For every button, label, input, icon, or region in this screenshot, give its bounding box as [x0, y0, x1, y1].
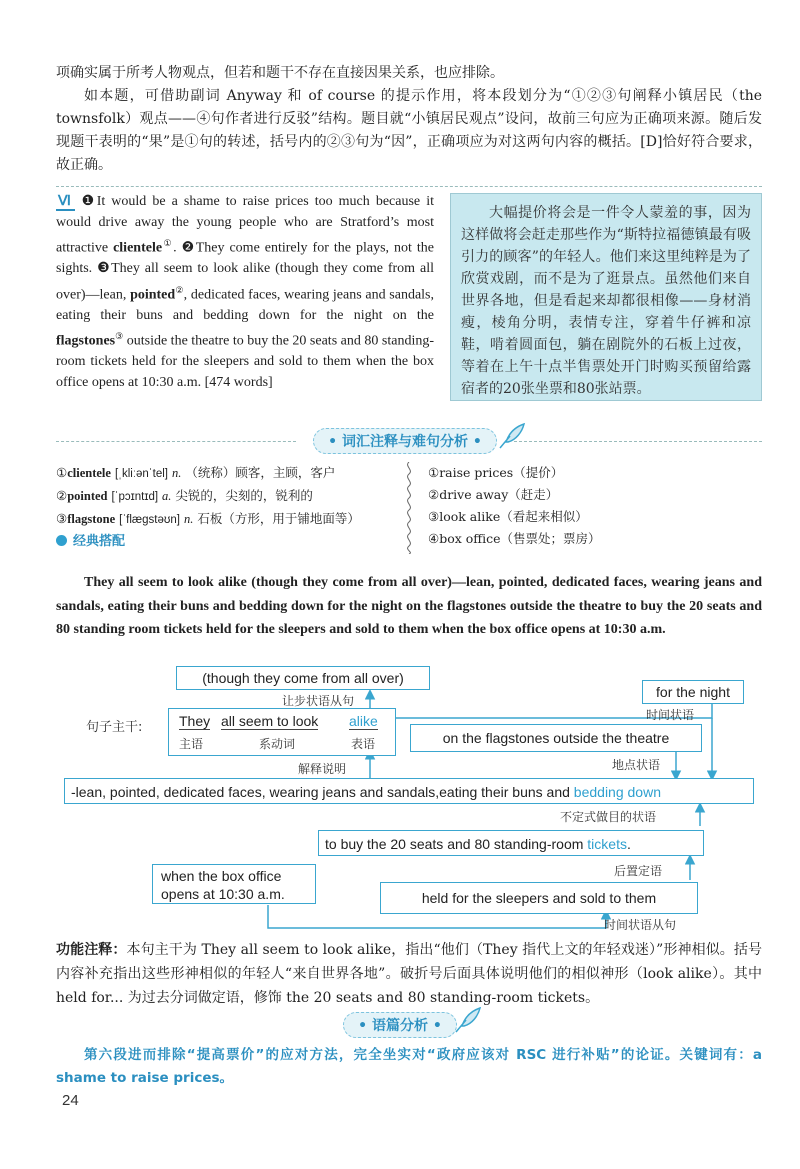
heading-pill: • 词汇注释与难句分析 •: [313, 428, 497, 454]
footnote-mark: ②: [175, 284, 184, 295]
box-to-buy: [318, 830, 704, 856]
label-concession: 让步状语从句: [282, 694, 355, 708]
intro-paragraph: 如本题，可借助副词 Anyway 和 of course 的提示作用，将本段划分为“①②③句阐释小镇居民（the townsfolk）观点——④句作者进行反驳”结构。题目就“小镇居民观点”设问，故前三句应为正确项来源。随后发现题干表明的“果”是①句的转述，括号内的②③句为“因”，正确项应为对这两句内容的概括。[D]恰好符合要求，故正确。: [56, 88, 762, 173]
passage-paragraph: Ⅵ ❶It would be a shame to raise prices too much because it would drive away the young people who are Stratford’s most attractive clientele①. ❷They come entirely for the plays, not the sights. ❸They all seem to look alike (though they come from all over)—lean, pointed②, dedicated faces, wearing jeans and sandals, eating their buns and bedding down for the night on the flagstones③ outside the theatre to buy the 20 seats and 80 standing-room tickets held for the sleepers and sold to them when the box office opens at 10:30 a.m. [474 words]: [56, 194, 435, 390]
box-flagstones: on the flagstones outside the theatre: [410, 724, 702, 752]
sentence-3-cont: , dedicated faces, wearing jeans and sandals, eating their buns and bedding down for the night on the: [56, 287, 435, 323]
difficult-sentence: They all seem to look alike (though they come from all over)—lean, pointed, dedicated faces, wearing jeans and sandals, eating their buns and bedding down for the night on the flagstones outside the theatre to buy the 20 seats and 80 standing room tickets held for the sleepers and sold to them when the box office opens at 10:30 a.m.: [56, 575, 762, 637]
period-text: .: [626, 836, 631, 852]
vocab-pointed: pointed: [130, 287, 176, 303]
box-when-clause: when the box office opens at 10:30 a.m.: [152, 864, 316, 904]
tickets-text: tickets: [587, 836, 627, 852]
bedding-down-text: bedding down: [573, 784, 661, 800]
label-purpose: 不定式做目的状语: [560, 810, 657, 824]
page-number: 24: [62, 1092, 79, 1109]
description-text: -lean, pointed, dedicated faces, wearing jeans and sandals,eating their buns and: [71, 784, 574, 800]
sentence-3: They all seem to look alike (though they come from all over)—lean,: [56, 261, 434, 303]
vocab-entry: ③flagstone [ˈflæɡstəʊn] n. 石板（方形，用于铺地面等）: [56, 511, 360, 526]
box-main-clause: [168, 708, 396, 756]
subject-word: They: [179, 713, 211, 729]
translation-text: 大幅提价将会是一件令人蒙羞的事，因为这样做将会赶走那些作为“斯特拉福德镇最有吸引力的顾客”的年轻人。他们来这里纯粹是为了欣赏戏剧，而不是为了逛景点。虽然他们来自世界各地，但是看起来却都很相像——身材消瘦，棱角分明，表情专注，穿着牛仔裤和凉鞋，啃着圆面包，躺在剧院外的石板上过夜，等着在上午十点半售票处开门时购买预留给露宿者的20张坐票和80张站票。: [461, 205, 751, 397]
collocation-item: ②drive away（赶走）: [428, 487, 559, 502]
function-note-text: 本句主干为 They all seem to look alike，指出“他们（They 指代上文的年轻戏迷）”形神相似。括号内容补充指出这些形神相似的年轻人“来自世界各地”。破折号后面具体说明他们的相似神形（look alike）。其中 held for... 为过去分词做定语，修饰 the 20 seats and 80 standing-room tickets。: [56, 942, 762, 1006]
label-subject: 主语: [179, 737, 204, 751]
label-time-clause: 时间状语从句: [604, 918, 677, 932]
collocation-item: ④box office（售票处；票房）: [428, 531, 601, 546]
collocation-item: ①raise prices（提价）: [428, 465, 564, 480]
footnote-mark: ③: [115, 331, 124, 342]
label-predicative: 表语: [351, 737, 376, 751]
box-concession-clause: (though they come from all over): [176, 666, 430, 690]
label-main-clause: 句子主干:: [86, 720, 143, 735]
to-buy-text: to buy the 20 seats and 80 standing-room: [325, 836, 588, 852]
label-post-attribute: 后置定语: [614, 864, 663, 878]
collocation-item: ③look alike（看起来相似）: [428, 509, 588, 524]
sentence-2: They come entirely for the plays, not the sights.: [56, 240, 434, 277]
collocation-heading: 经典搭配: [56, 531, 400, 553]
footnote-mark: ①: [162, 238, 174, 248]
predicative-word: alike: [349, 713, 378, 729]
sentence-1: It would be a shame to raise prices too much because it would drive away the young people who are Stratford’s most attractive: [56, 194, 434, 256]
heading-pill: • 语篇分析 •: [343, 1012, 457, 1038]
vocab-entry: ②pointed [ˈpɔɪntɪd] a. 尖锐的，尖刻的，锐利的: [56, 488, 313, 503]
heading-text: 语篇分析: [372, 1018, 428, 1034]
vocab-flagstones: flagstones: [56, 333, 116, 349]
label-time: 时间状语: [646, 708, 695, 722]
paragraph-marker: Ⅵ: [58, 194, 74, 209]
label-explain: 解释说明: [298, 762, 347, 776]
function-note-label: 功能注释：: [56, 942, 127, 958]
discourse-text: 第六段进而排除“提高票价”的应对方法，完全坐实对“政府应该对 RSC 进行补贴”的论证。关键词有：a shame to raise prices。: [56, 1047, 762, 1086]
vocab-clientele: clientele: [113, 240, 163, 256]
vocab-entry: ①clientele [ˌkliːənˈtel] n. （统称）顾客，主顾，客户: [56, 465, 336, 480]
box-held-for: held for the sleepers and sold to them: [380, 882, 698, 914]
sentence-number: ❸: [97, 261, 112, 277]
label-place: 地点状语: [612, 758, 661, 772]
sentence-number: ❷: [181, 240, 196, 256]
quill-icon: [452, 1006, 482, 1036]
box-for-the-night: for the night: [642, 680, 744, 704]
sentence-3-end: outside the theatre to buy the 20 seats and 80 standing-room tickets held for the sleepers and sold to them when the box office opens at 10:30 a.m. [474 words]: [56, 333, 434, 390]
heading-text: 词汇注释与难句分析: [342, 434, 468, 450]
label-verb: 系动词: [259, 737, 296, 751]
sentence-number: ❶: [81, 194, 97, 209]
linking-verb: all seem to look: [221, 713, 319, 729]
box-description: [64, 778, 754, 804]
function-note: [56, 938, 762, 1010]
discourse-heading: [340, 1012, 460, 1038]
intro-line: 项确实属于所考人物观点，但若和题干不存在直接因果关系，也应排除。: [56, 65, 504, 81]
